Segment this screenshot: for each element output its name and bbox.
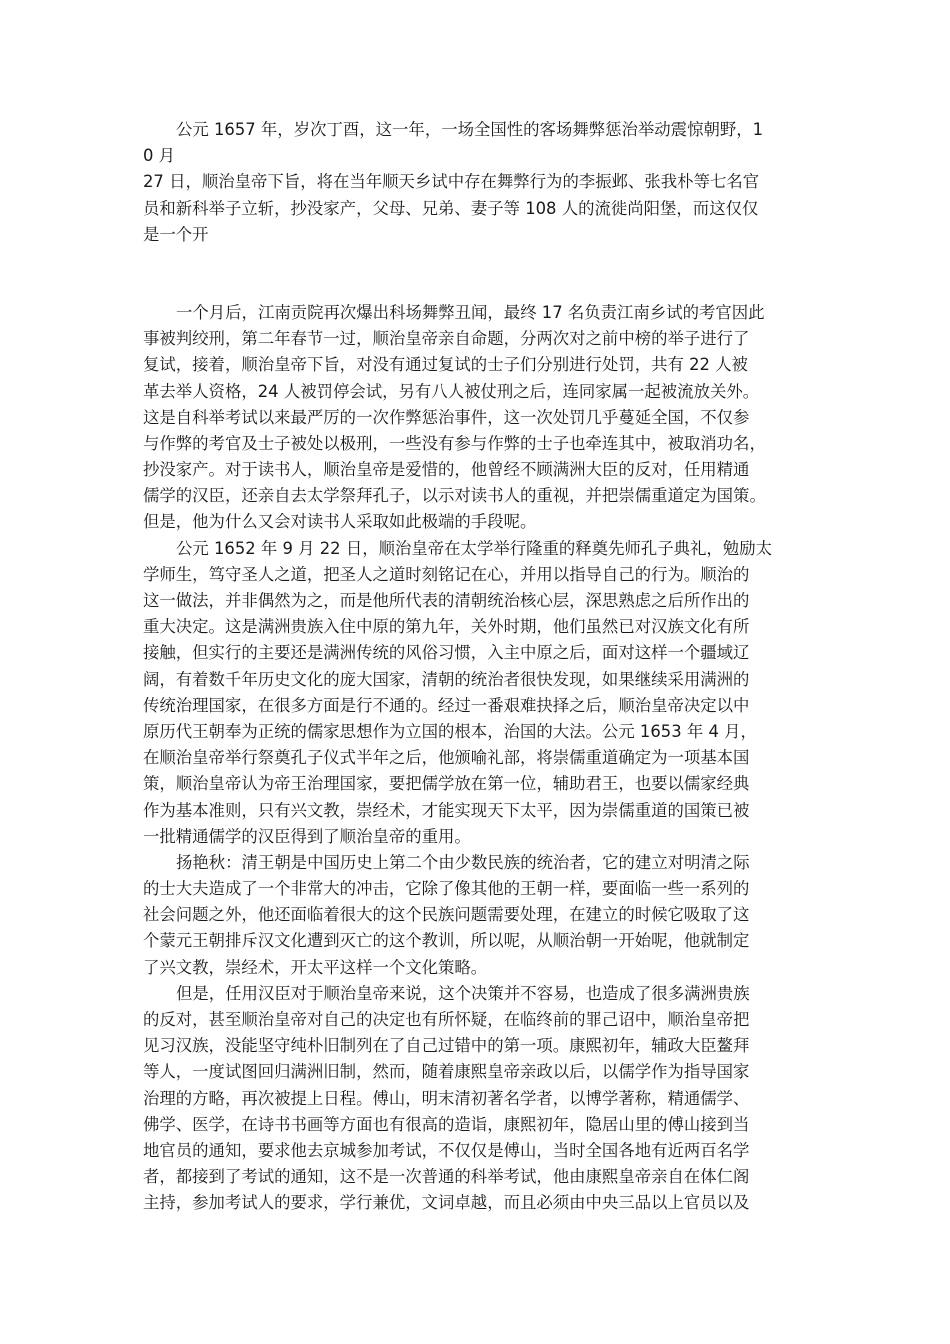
- text-line: 公元 1652 年 9 月 22 日，顺治皇帝在太学举行隆重的释奠先师孔子典礼，勉励太: [176, 538, 772, 558]
- text-line: 学师生，笃守圣人之道，把圣人之道时刻铭记在心，并用以指导自己的行为。顺治的: [143, 564, 750, 584]
- text-line: 传统治理国家，在很多方面是行不通的。经过一番艰难抉择之后，顺治皇帝决定以中: [143, 695, 750, 715]
- text-line: 地官员的通知，要求他去京城参加考试，不仅仅是傅山，当时全国各地有近两百名学: [143, 1140, 750, 1160]
- text-line: 但是，他为什么又会对读书人采取如此极端的手段呢。: [143, 512, 537, 532]
- text-line: 0 月: [143, 146, 176, 166]
- text-line: 阔，有着数千年历史文化的庞大国家，清朝的统治者很快发现，如果继续采用满洲的: [143, 669, 750, 689]
- paragraph-4: [143, 850, 825, 981]
- text-line: 接触，但实行的主要还是满洲传统的风俗习惯，入主中原之后，面对这样一个疆域辽: [143, 643, 750, 663]
- paragraph-gap: [143, 248, 825, 300]
- text-line: 员和新科举子立斩，抄没家产，父母、兄弟、妻子等 108 人的流徙尚阳堡，而这仅仅: [143, 198, 759, 218]
- text-line: 作为基本准则，只有兴文教，崇经术，才能实现天下太平，因为崇儒重道的国策已被: [143, 800, 750, 820]
- text-line: 事被判绞刑，第二年春节一过，顺治皇帝亲自命题，分两次对之前中榜的举子进行了: [143, 329, 750, 349]
- text-line: 复试，接着，顺治皇帝下旨，对没有通过复试的士子们分别进行处罚，共有 22 人被: [143, 355, 748, 375]
- text-line: 治理的方略，再次被提上日程。傅山，明末清初著名学者，以博学著称，精通儒学、: [143, 1088, 750, 1108]
- text-line: 这是自科举考试以来最严厉的一次作弊惩治事件，这一次处罚几乎蔓延全国，不仅参: [143, 407, 750, 427]
- text-line: 抄没家产。对于读书人，顺治皇帝是爱惜的，他曾经不顾满洲大臣的反对，任用精通: [143, 460, 750, 480]
- paragraph-3: [143, 536, 825, 850]
- text-line: 了兴文教，崇经术，开太平这样一个文化策略。: [143, 957, 488, 977]
- text-line: 的反对，甚至顺治皇帝对自己的决定也有所怀疑，在临终前的罪己诏中，顺治皇帝把: [143, 1010, 750, 1029]
- text-line: 在顺治皇帝举行祭奠孔子仪式半年之后，他颁喻礼部，将崇儒重道确定为一项基本国: [143, 748, 750, 768]
- text-line: 27 日，顺治皇帝下旨，将在当年顺天乡试中存在舞弊行为的李振邺、张我朴等七名官: [143, 172, 760, 192]
- paragraph-2: [143, 300, 825, 536]
- document-body: [143, 117, 825, 1217]
- text-line: 重大决定。这是满洲贵族入住中原的第九年，关外时期，他们虽然已对汉族文化有所: [143, 617, 750, 637]
- paragraph-5: [143, 981, 825, 1217]
- text-line: 者，都接到了考试的通知，这不是一次普通的科举考试，他由康熙皇帝亲自在体仁阁: [143, 1167, 750, 1187]
- text-line: 公元 1657 年，岁次丁酉，这一年，一场全国性的客场舞弊惩治举动震惊朝野，1: [176, 120, 764, 139]
- text-line: 一个月后，江南贡院再次爆出科场舞弊丑闻，最终 17 名负责江南乡试的考官因此: [176, 302, 765, 322]
- text-line: 的士大夫造成了一个非常大的冲击，它除了像其他的王朝一样，要面临一些一系列的: [143, 879, 750, 899]
- text-line: 但是，任用汉臣对于顺治皇帝来说，这个决策并不容易，也造成了很多满洲贵族: [176, 983, 750, 1003]
- text-line: 策，顺治皇帝认为帝王治理国家，要把儒学放在第一位，辅助君王，也要以儒家经典: [143, 774, 750, 794]
- text-line: 这一做法，并非偶然为之，而是他所代表的清朝统治核心层，深思熟虑之后所作出的: [143, 591, 750, 610]
- text-line: 社会问题之外，他还面临着很大的这个民族问题需要处理，在建立的时候它吸取了这: [143, 905, 750, 925]
- text-line: 佛学、医学，在诗书书画等方面也有很高的造诣，康熙初年，隐居山里的傅山接到当: [143, 1114, 750, 1134]
- text-line: 扬艳秋：清王朝是中国历史上第二个由少数民族的统治者，它的建立对明清之际: [176, 852, 750, 872]
- text-line: 见习汉族，没能坚守纯朴旧制列在了自己过错中的第一项。康熙初年，辅政大臣鳌拜: [143, 1036, 750, 1056]
- paragraph-1: [143, 117, 825, 248]
- text-line: 原历代王朝奉为正统的儒家思想作为立国的根本，治国的大法。公元 1653 年 4 月，: [143, 721, 757, 741]
- text-line: 儒学的汉臣，还亲自去太学祭拜孔子，以示对读书人的重视，并把崇儒重道定为国策。: [143, 486, 766, 506]
- text-line: 等人，一度试图回归满洲旧制，然而，随着康熙皇帝亲政以后，以儒学作为指导国家: [143, 1062, 750, 1082]
- text-line: 主持，参加考试人的要求，学行兼优，文词卓越，而且必须由中央三品以上官员以及: [143, 1193, 750, 1213]
- text-line: 个蒙元王朝排斥汉文化遭到灭亡的这个教训，所以呢，从顺治朝一开始呢，他就制定: [143, 931, 750, 951]
- text-line: 一批精通儒学的汉臣得到了顺治皇帝的重用。: [143, 826, 471, 846]
- text-line: 是一个开: [143, 224, 209, 244]
- text-line: 与作弊的考官及士子被处以极刑，一些没有参与作弊的士子也牵连其中，被取消功名，: [143, 433, 766, 453]
- text-line: 革去举人资格，24 人被罚停会试，另有八人被仗刑之后，连同家属一起被流放关外。: [143, 381, 760, 401]
